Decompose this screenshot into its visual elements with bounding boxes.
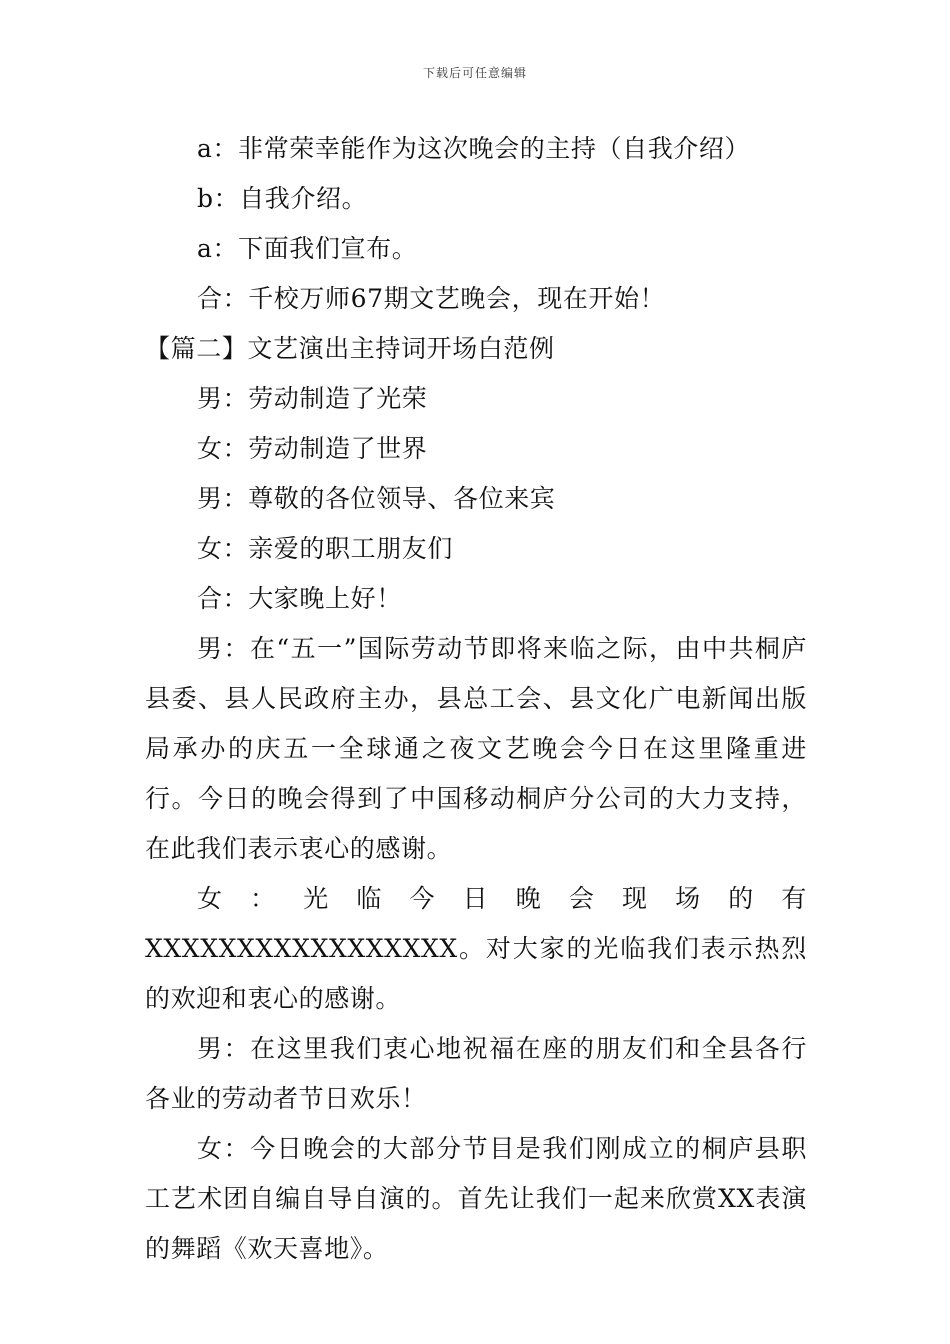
section-heading: 【篇二】文艺演出主持词开场白范例 <box>145 334 555 363</box>
paragraph-female-3: 女：光临今日晚会现场的有XXXXXXXXXXXXXXXXX。对大家的光临我们表示热烈的欢迎和衷心的感谢。 <box>145 884 807 1013</box>
paragraph-together-greeting: 合：大家晚上好！ <box>197 584 402 613</box>
paragraph-male-2: 男：尊敬的各位领导、各位来宾 <box>197 484 556 513</box>
paragraph-male-4: 男：在这里我们衷心地祝福在座的朋友们和全县各行各业的劳动者节日欢乐！ <box>145 1034 807 1113</box>
paragraph-female-1: 女：劳动制造了世界 <box>197 434 428 463</box>
document-body <box>145 124 807 1274</box>
paragraph-male-3: 男：在“五一”国际劳动节即将来临之际，由中共桐庐县委、县人民政府主办，县总工会、县文化广电新闻出版局承办的庆五一全球通之夜文艺晚会今日在这里隆重进行。今日的晚会得到了中国移动桐庐分公司的大力支持，在此我们表示衷心的感谢。 <box>145 634 807 863</box>
paragraph-female-2: 女：亲爱的职工朋友们 <box>197 534 454 563</box>
paragraph-female-4: 女：今日晚会的大部分节目是我们刚成立的桐庐县职工艺术团自编自导自演的。首先让我们一起来欣赏XX表演的舞蹈《欢天喜地》。 <box>145 1134 807 1263</box>
paragraph-host-a-intro: a：非常荣幸能作为这次晚会的主持（自我介绍） <box>197 134 751 163</box>
paragraph-host-b-intro: b：自我介绍。 <box>197 184 368 213</box>
paragraph-male-1: 男：劳动制造了光荣 <box>197 384 428 413</box>
page-header: 下载后可任意编辑 <box>422 66 527 80</box>
paragraph-together-start: 合：千校万师67期文艺晚会，现在开始！ <box>197 284 666 313</box>
paragraph-host-a-announce: a：下面我们宣布。 <box>197 234 418 263</box>
